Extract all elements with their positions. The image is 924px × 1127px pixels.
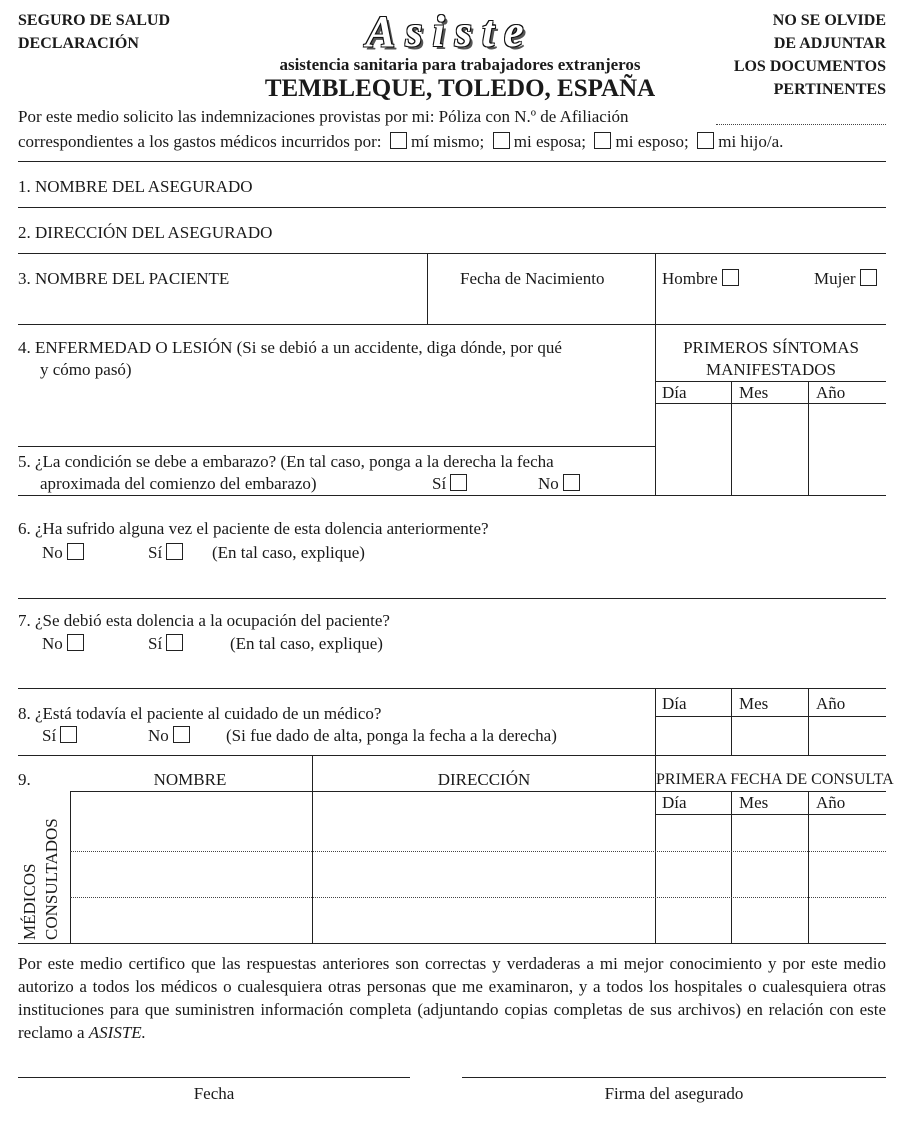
header-subtitle: asistencia sanitaria para trabajadores extranjeros bbox=[279, 55, 641, 74]
doctors-side-line2: CONSULTADOS bbox=[42, 818, 61, 940]
husband-label: mi esposo; bbox=[615, 132, 689, 151]
divider bbox=[18, 161, 886, 162]
header-right-line4: PERTINENTES bbox=[773, 81, 886, 98]
pregnancy-yes bbox=[432, 473, 467, 495]
occupation-field[interactable] bbox=[18, 688, 886, 689]
prior-illness-yes bbox=[148, 542, 183, 564]
under-care-yes-checkbox[interactable] bbox=[60, 726, 77, 743]
occupation-label: 7. ¿Se debió esta dolencia a la ocupación del paciente? bbox=[18, 611, 390, 630]
signature-label: Firma del asegurado bbox=[604, 1084, 744, 1103]
consult-month-header: Mes bbox=[739, 793, 769, 812]
doctors-consulted-label bbox=[20, 790, 68, 940]
doctor-row-1[interactable] bbox=[70, 851, 886, 852]
symptoms-year-header: Año bbox=[816, 383, 846, 402]
header-location: TEMBLEQUE, TOLEDO, ESPAÑA bbox=[264, 75, 656, 102]
illness-label-line2: y cómo pasó) bbox=[40, 360, 132, 379]
certification-text bbox=[18, 952, 886, 1044]
header-right-line3: LOS DOCUMENTOS bbox=[733, 58, 886, 75]
doctors-side-line1: MÉDICOS bbox=[20, 863, 39, 940]
divider bbox=[655, 688, 656, 755]
divider bbox=[731, 381, 732, 495]
pregnancy-no-checkbox[interactable] bbox=[563, 474, 580, 491]
pregnancy-yes-checkbox[interactable] bbox=[450, 474, 467, 491]
asiste-logo: Asiste bbox=[366, 7, 534, 56]
symptoms-title-line2: MANIFESTADOS bbox=[706, 360, 836, 379]
intro-line2: correspondientes a los gastos médicos incurridos por: bbox=[18, 132, 382, 151]
prior-illness-explain: (En tal caso, explique) bbox=[212, 543, 365, 562]
certification-brand: ASISTE. bbox=[88, 1023, 146, 1042]
header-left-line2: DECLARACIÓN bbox=[18, 35, 139, 52]
header-left-line1: SEGURO DE SALUD bbox=[18, 12, 171, 29]
under-care-yes-label: Sí bbox=[42, 726, 57, 745]
care-month-header: Mes bbox=[739, 694, 769, 713]
occupation-no bbox=[42, 633, 84, 655]
certification-body: Por este medio certifico que las respuestas anteriores son correctas y verdaderas a mi mejor conocimiento y por este medio autorizo a todos los médicos o cualesquiera otras personas que me examinaron, y a todos los hospitales o cualesquiera otras instituciones para que suministren información completa (adjuntando copias completas de sus archivos) en relación con este reclamo a bbox=[18, 954, 886, 1042]
under-care-yes bbox=[42, 725, 77, 747]
prior-illness-label: 6. ¿Ha sufrido alguna vez el paciente de esta dolencia anteriormente? bbox=[18, 519, 489, 538]
divider bbox=[18, 495, 886, 496]
prior-illness-yes-checkbox[interactable] bbox=[166, 543, 183, 560]
insured-address-label: 2. DIRECCIÓN DEL ASEGURADO bbox=[18, 223, 273, 242]
divider bbox=[655, 716, 886, 717]
divider bbox=[808, 688, 809, 755]
doctors-number: 9. bbox=[18, 770, 31, 789]
symptoms-month-header: Mes bbox=[739, 383, 769, 402]
prior-illness-no-checkbox[interactable] bbox=[67, 543, 84, 560]
prior-illness-no bbox=[42, 542, 84, 564]
under-care-no-checkbox[interactable] bbox=[173, 726, 190, 743]
care-year-header: Año bbox=[816, 694, 846, 713]
pregnancy-no bbox=[538, 473, 580, 495]
date-label: Fecha bbox=[193, 1084, 235, 1103]
divider bbox=[655, 446, 656, 495]
occupation-no-label: No bbox=[42, 634, 63, 653]
occupation-no-checkbox[interactable] bbox=[67, 634, 84, 651]
male-checkbox[interactable] bbox=[722, 269, 739, 286]
child-label: mi hijo/a. bbox=[718, 132, 784, 151]
husband-checkbox[interactable] bbox=[594, 132, 611, 149]
pregnancy-no-label: No bbox=[538, 474, 559, 493]
divider bbox=[731, 688, 732, 755]
divider bbox=[655, 755, 656, 943]
patient-name-label: 3. NOMBRE DEL PACIENTE bbox=[18, 269, 230, 288]
occupation-explain: (En tal caso, explique) bbox=[230, 634, 383, 653]
symptoms-day-header: Día bbox=[662, 383, 687, 402]
occupation-yes-checkbox[interactable] bbox=[166, 634, 183, 651]
divider bbox=[655, 814, 886, 815]
divider bbox=[655, 403, 886, 404]
illness-field[interactable] bbox=[18, 446, 655, 447]
divider bbox=[70, 791, 71, 943]
insured-name-field[interactable] bbox=[18, 207, 886, 208]
illness-label-line1: 4. ENFERMEDAD O LESIÓN (Si se debió a un accidente, diga dónde, por qué bbox=[18, 338, 562, 357]
symptoms-title-line1: PRIMEROS SÍNTOMAS bbox=[683, 338, 859, 357]
occupation-yes bbox=[148, 633, 183, 655]
wife-checkbox[interactable] bbox=[493, 132, 510, 149]
pregnancy-yes-label: Sí bbox=[432, 474, 447, 493]
birth-date-label: Fecha de Nacimiento bbox=[460, 269, 605, 288]
care-day-header: Día bbox=[662, 694, 687, 713]
child-checkbox[interactable] bbox=[697, 132, 714, 149]
male-option bbox=[662, 268, 739, 290]
divider bbox=[808, 381, 809, 495]
under-care-note: (Si fue dado de alta, ponga la fecha a la derecha) bbox=[226, 726, 557, 745]
intro-line1: Por este medio solicito las indemnizaciones provistas por mi: Póliza con N.º de Afiliación bbox=[18, 107, 629, 126]
doctor-row-2[interactable] bbox=[70, 897, 886, 898]
prior-illness-no-label: No bbox=[42, 543, 63, 562]
divider bbox=[18, 324, 886, 325]
intro-line2-row bbox=[18, 131, 783, 153]
prior-illness-yes-label: Sí bbox=[148, 543, 163, 562]
under-care-label: 8. ¿Está todavía el paciente al cuidado de un médico? bbox=[18, 704, 382, 723]
divider bbox=[427, 253, 428, 324]
consult-day-header: Día bbox=[662, 793, 687, 812]
insured-address-field[interactable] bbox=[18, 253, 886, 254]
wife-label: mi esposa; bbox=[513, 132, 587, 151]
divider bbox=[18, 755, 886, 756]
pregnancy-label-line2: aproximada del comienzo del embarazo) bbox=[40, 474, 317, 493]
consult-year-header: Año bbox=[816, 793, 846, 812]
divider bbox=[312, 755, 313, 943]
divider bbox=[18, 943, 886, 944]
doctor-name-header: NOMBRE bbox=[153, 770, 227, 789]
female-label: Mujer bbox=[814, 269, 856, 288]
female-option bbox=[814, 268, 877, 290]
prior-illness-field[interactable] bbox=[18, 598, 886, 599]
doctor-address-header: DIRECCIÓN bbox=[437, 770, 531, 789]
signature-field[interactable] bbox=[462, 1077, 886, 1078]
affiliation-number-field[interactable] bbox=[716, 124, 886, 125]
first-consult-header: PRIMERA FECHA DE CONSULTA bbox=[656, 771, 894, 788]
under-care-no-label: No bbox=[148, 726, 169, 745]
female-checkbox[interactable] bbox=[860, 269, 877, 286]
pregnancy-label-line1: 5. ¿La condición se debe a embarazo? (En tal caso, ponga a la derecha la fecha bbox=[18, 452, 554, 471]
self-label: mí mismo; bbox=[411, 132, 485, 151]
under-care-no bbox=[148, 725, 190, 747]
date-field[interactable] bbox=[18, 1077, 410, 1078]
divider bbox=[655, 381, 886, 382]
self-checkbox[interactable] bbox=[390, 132, 407, 149]
insured-name-label: 1. NOMBRE DEL ASEGURADO bbox=[18, 177, 253, 196]
header-right-line1: NO SE OLVIDE bbox=[772, 12, 886, 29]
occupation-yes-label: Sí bbox=[148, 634, 163, 653]
male-label: Hombre bbox=[662, 269, 718, 288]
header-right-line2: DE ADJUNTAR bbox=[773, 35, 886, 52]
